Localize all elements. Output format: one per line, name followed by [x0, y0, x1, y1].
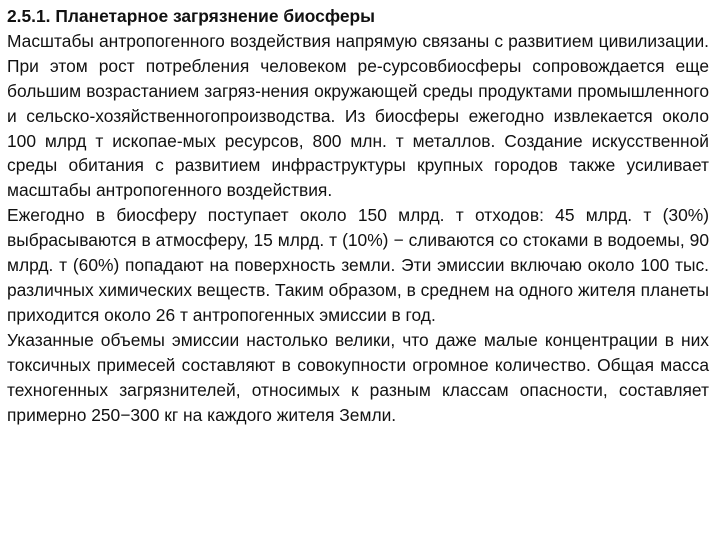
paragraph-anthropogenic-impact: Масштабы антропогенного воздействия напрямую связаны с развитием цивилизации. При этом рост потребления человеком ре-сурсовбиосферы сопровождается еще большим возрастанием загряз-нения окружающей среды продуктами промышленного и сельско-хозяйственногопроизводства. Из биосферы ежегодно извлекается около 100 млрд т ископае-мых ресурсов, 800 млн. т металлов. Создание искусственной среды обитания с развитием инфраструктуры крупных городов также усиливает масштабы антропогенного воздействия.: [7, 30, 709, 201]
section-heading: 2.5.1. Планетарное загрязнение биосферы: [7, 6, 375, 26]
document-page: [7, 4, 709, 427]
paragraph-annual-waste: Ежегодно в биосферу поступает около 150 млрд. т отходов: 45 млрд. т (30%) выбрасываются в атмосферу, 15 млрд. т (10%) − сливаются со стоками в водоемы, 90 млрд. т (60%) попадают на поверхность земли. Эти эмиссии включаю около 100 тыс. различных химических веществ. Таким образом, в среднем на одного жителя планеты приходится около 26 т антропогенных эмиссии в год.: [7, 205, 709, 325]
paragraph-emission-volume: Указанные объемы эмиссии настолько велики, что даже малые концентрации в них токсичных примесей составляют в совокупности огромное количество. Общая масса техногенных загрязнителей, относимых к разным классам опасности, составляет примерно 250−300 кг на каждого жителя Земли.: [7, 329, 709, 425]
